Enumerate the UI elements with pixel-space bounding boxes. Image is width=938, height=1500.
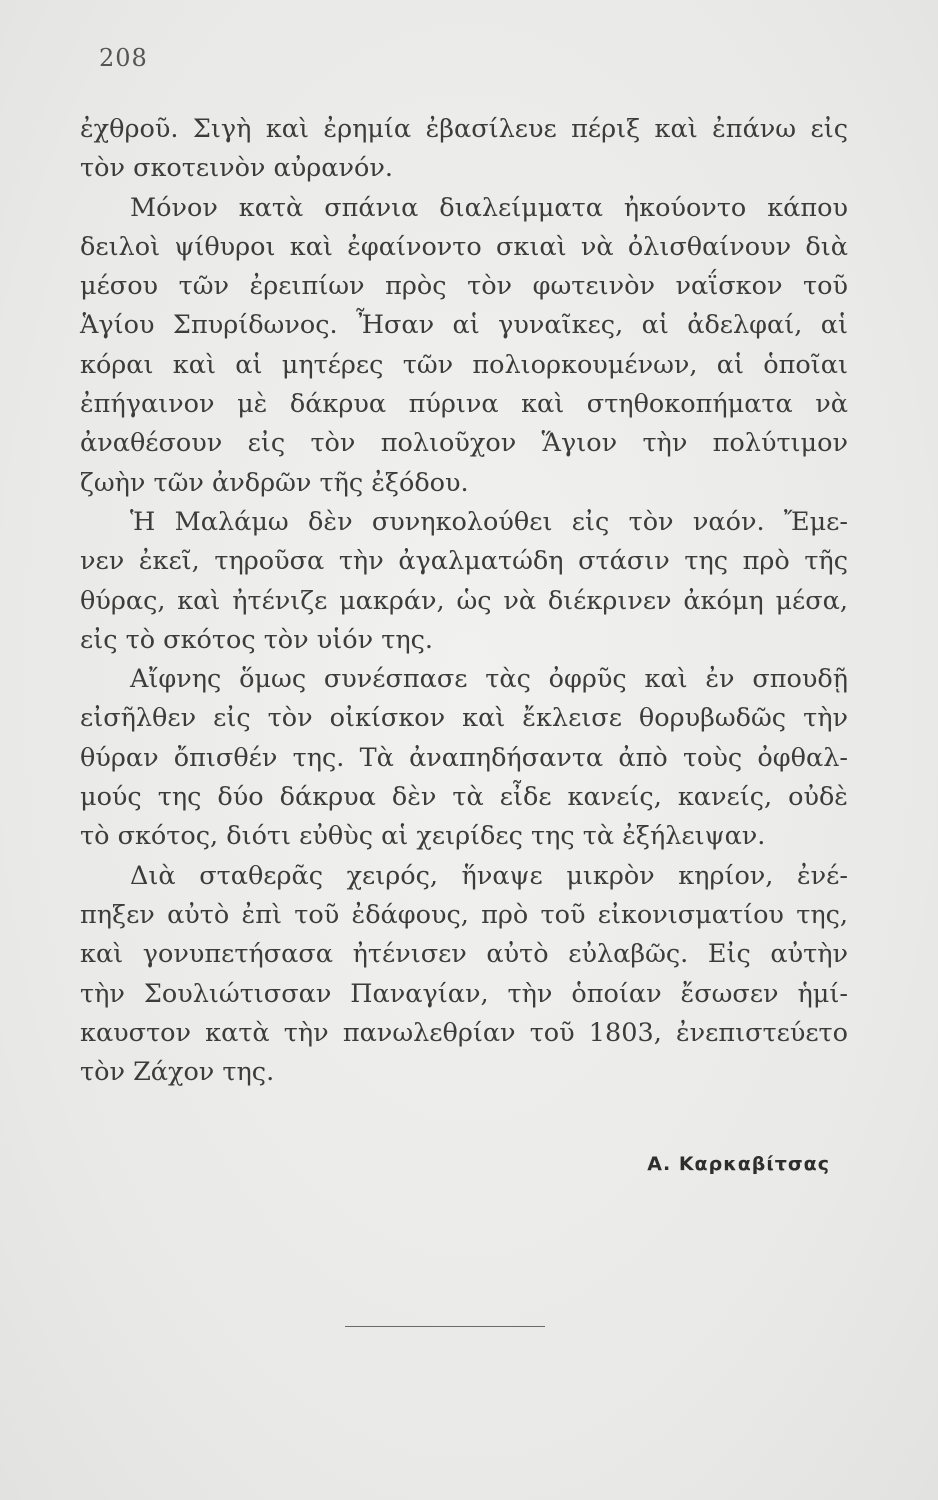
text-line: ἐπήγαινον μὲ δάκρυα πύρινα καὶ στηθοκοπήματα νὰ [80, 389, 848, 420]
text-line: δειλοὶ ψίθυροι καὶ ἐφαίνοντο σκιαὶ νὰ ὀλισθαίνουν διὰ [80, 231, 848, 262]
text-line: καὶ γονυπετήσασα ἠτένισεν αὐτὸ εὐλαβῶς. Εἰς αὐτὴν [80, 939, 848, 970]
text-line: θύραν ὄπισθέν της. Τὰ ἀναπηδήσαντα ἀπὸ τοὺς ὀφθαλ- [80, 742, 848, 773]
author-signature: Α. Καρκαβίτσας [647, 1153, 830, 1175]
text-line: ἐχθροῦ. Σιγὴ καὶ ἐρημία ἐβασίλευε πέριξ καὶ ἐπάνω εἰς [80, 114, 848, 144]
section-end-rule [345, 1326, 545, 1327]
text-line: εἰς τὸ σκότος τὸν υἱόν της. [80, 624, 434, 655]
text-line: τὸ σκότος, διότι εὐθὺς αἱ χειρίδες της τὰ ἐξήλειψαν. [80, 821, 766, 852]
text-line: εἰσῆλθεν εἰς τὸν οἰκίσκον καὶ ἔκλεισε θορυβωδῶς τὴν [80, 703, 848, 734]
text-line: καυστον κατὰ τὴν πανωλεθρίαν τοῦ 1803, ἐνεπιστεύετο [80, 1017, 848, 1048]
paragraph-start-line: Αἴφνης ὅμως συνέσπασε τὰς ὀφρῦς καὶ ἐν σπουδῇ [130, 664, 848, 695]
body-text [80, 110, 848, 1092]
text-line: μούς της δύο δάκρυα δὲν τὰ εἶδε κανείς, κανείς, οὐδὲ [80, 782, 848, 813]
text-line: ἀναθέσουν εἰς τὸν πολιοῦχον Ἅγιον τὴν πολύτιμον [80, 428, 848, 459]
text-line: τὸν σκοτεινὸν αὐρανόν. [80, 153, 393, 184]
text-line: ζωὴν τῶν ἀνδρῶν τῆς ἐξόδου. [80, 467, 469, 498]
text-line: θύρας, καὶ ἠτένιζε μακράν, ὡς νὰ διέκρινεν ἀκόμη μέσα, [80, 585, 848, 616]
text-line: κόραι καὶ αἱ μητέρες τῶν πολιορκουμένων, αἱ ὁποῖαι [80, 349, 848, 380]
page-number: 208 [99, 44, 148, 72]
text-line: νεν ἐκεῖ, τηροῦσα τὴν ἀγαλματώδη στάσιν της πρὸ τῆς [80, 546, 848, 577]
text-line: μέσου τῶν ἐρειπίων πρὸς τὸν φωτεινὸν ναΐσκον τοῦ [80, 271, 848, 302]
text-line: τὸν Ζάχον της. [80, 1057, 275, 1088]
paragraph-start-line: Διὰ σταθερᾶς χειρός, ἥναψε μικρὸν κηρίον, ἐνέ- [130, 860, 848, 891]
text-line: πηξεν αὐτὸ ἐπὶ τοῦ ἐδάφους, πρὸ τοῦ εἰκονισματίου της, [80, 899, 848, 930]
paragraph-start-line: Ἡ Μαλάμω δὲν συνηκολούθει εἰς τὸν ναόν. Ἔμε- [130, 506, 848, 537]
paragraph-start-line: Μόνον κατὰ σπάνια διαλείμματα ἠκούοντο κάπου [130, 192, 848, 223]
text-line: τὴν Σουλιώτισσαν Παναγίαν, τὴν ὁποίαν ἔσωσεν ἡμί- [80, 978, 848, 1009]
text-line: Ἁγίου Σπυρίδωνος. Ἦσαν αἱ γυναῖκες, αἱ ἀδελφαί, αἱ [80, 310, 848, 341]
